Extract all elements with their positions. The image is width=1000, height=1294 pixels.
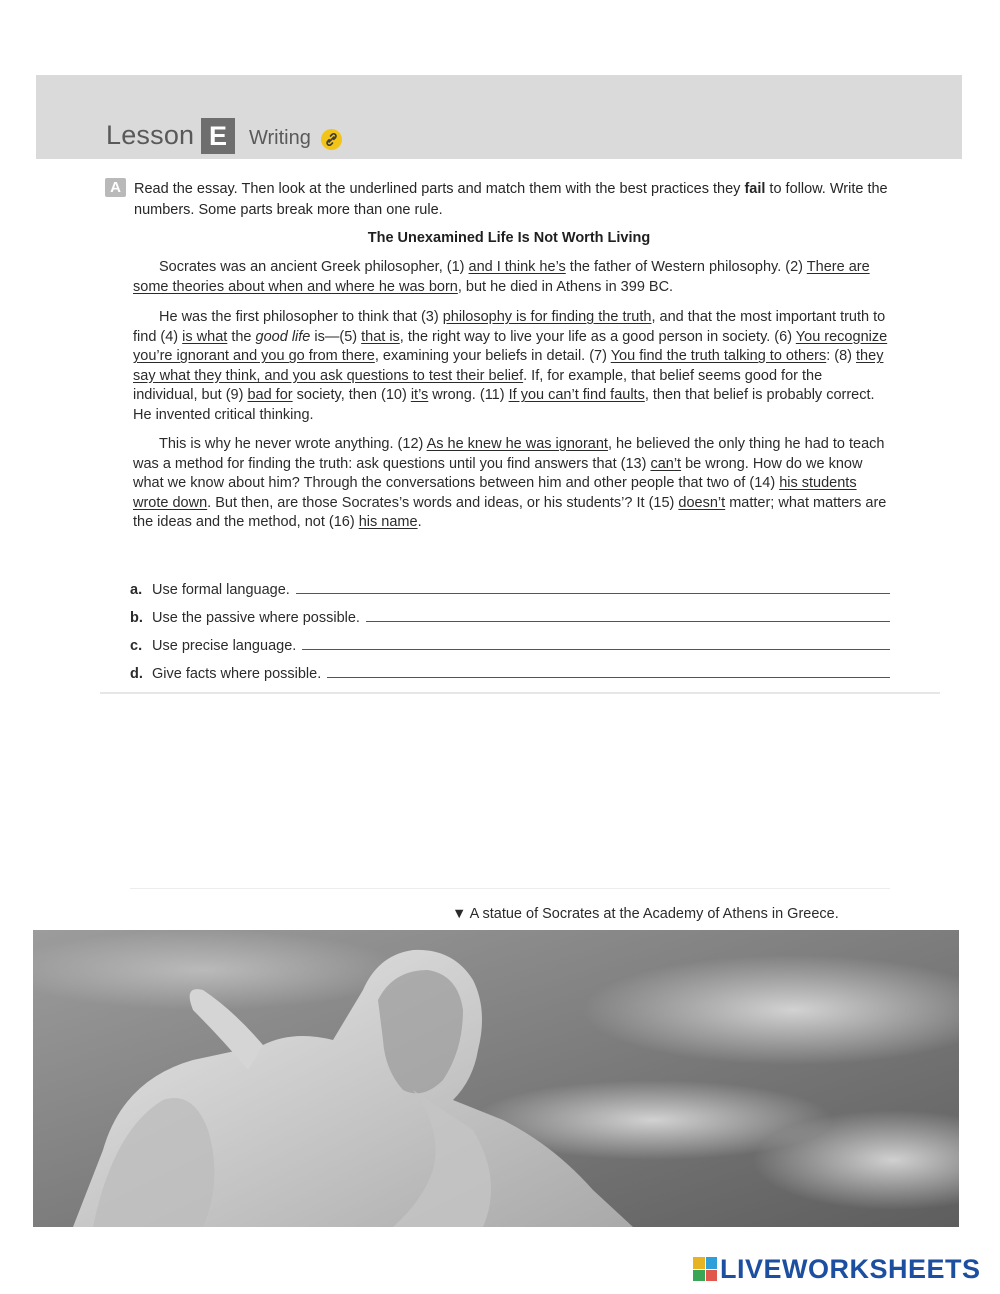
essay-title: The Unexamined Life Is Not Worth Living <box>367 230 651 246</box>
instruction-text: Read the essay. Then look at the underlined parts and match them with the best practices they fail to follow. Write the numbers. Some parts break more than one rule. <box>134 181 888 218</box>
answer-input-c[interactable] <box>302 649 890 650</box>
answer-prompt: Use precise language. <box>152 638 297 654</box>
answer-input-b[interactable] <box>366 621 890 622</box>
link-icon[interactable] <box>321 129 342 150</box>
underlined-part-2: There are some theories about when and where he was born <box>133 259 870 295</box>
answer-prompt: Use formal language. <box>152 582 290 598</box>
divider <box>130 888 890 889</box>
underlined-part-12: As he knew he was ignorant <box>426 436 608 452</box>
answer-letter: b. <box>130 610 143 626</box>
liveworksheets-logo <box>693 1255 981 1283</box>
lesson-label: Lesson <box>106 120 195 150</box>
answer-list <box>130 570 890 682</box>
answer-input-d[interactable] <box>327 677 890 678</box>
answer-input-a[interactable] <box>296 593 890 594</box>
socrates-statue-photo <box>33 930 959 1227</box>
underlined-part-11: If you can’t find faults <box>508 387 645 404</box>
essay-paragraph-1: Socrates was an ancient Greek philosopher, (1) and I think he’s the father of Western philosophy. (2) There are some theories about when and where he was born, but he died in Athens in 399 BC. <box>133 259 870 295</box>
underlined-part-8: they say what they think, and you ask questions to test their belief <box>133 348 884 384</box>
answer-prompt: Give facts where possible. <box>152 666 322 682</box>
underlined-part-15: doesn’t <box>678 494 726 511</box>
answer-letter: d. <box>130 666 143 682</box>
underlined-part-1: and I think he’s <box>468 259 566 275</box>
answer-letter: a. <box>130 582 143 598</box>
essay-paragraph-2: He was the first philosopher to think that (3) philosophy is for finding the truth, and that the most important truth to find (4) is what the good life is—(5) that is, the right way to live your life as a good person in society. (6) You recognize you’re ignorant and you go from there, examining your beliefs in detail. (7) You find the truth talking to others: (8) they say what they think, and you ask questions to test their belief. If, for example, that belief seems good for the individual, but (9) bad for society, then (10) it’s wrong. (11) If you can’t find faults, then that belief is probably correct. He invented critical thinking. <box>133 309 888 423</box>
underlined-part-16: his name <box>358 514 418 531</box>
brand-name: LIVEWORKSHEETS <box>720 1253 981 1284</box>
exercise-badge: A <box>105 178 126 197</box>
underlined-part-3: philosophy is for finding the truth <box>442 309 652 325</box>
underlined-part-10: it’s <box>410 387 429 404</box>
underlined-part-14: his students wrote down <box>133 475 857 511</box>
logo-mark-icon <box>693 1257 717 1281</box>
divider <box>100 692 940 694</box>
answer-row-c <box>130 626 890 654</box>
answer-row-a <box>130 570 890 598</box>
underlined-part-6: You recognize you’re ignorant and you go from there <box>133 328 888 365</box>
section-title: Writing <box>249 127 311 149</box>
underlined-part-7: You find the truth talking to others <box>610 348 827 365</box>
underlined-part-5: that is <box>361 328 400 345</box>
photo-caption: ▼ A statue of Socrates at the Academy of Athens in Greece. <box>452 906 839 922</box>
underlined-part-9: bad for <box>247 387 293 404</box>
answer-row-b <box>130 598 890 626</box>
underlined-part-4: is what <box>182 328 228 345</box>
answer-letter: c. <box>130 638 143 654</box>
answer-row-d <box>130 654 890 682</box>
underlined-part-13: can’t <box>650 455 682 472</box>
answer-prompt: Use the passive where possible. <box>152 610 360 626</box>
essay-paragraph-3: This is why he never wrote anything. (12) As he knew he was ignorant, he believed the only thing he had to teach was a method for finding the truth: ask questions until you find answers that (13) can’t be wrong. How do we know what we know about him? Through the conversations between him and other people that two of (14) his students wrote down. But then, are those Socrates’s words and ideas, or his students’? It (15) doesn’t matter; what matters are the ideas and the method, not (16) his name. <box>133 436 887 531</box>
lesson-letter-badge: E <box>201 118 235 154</box>
